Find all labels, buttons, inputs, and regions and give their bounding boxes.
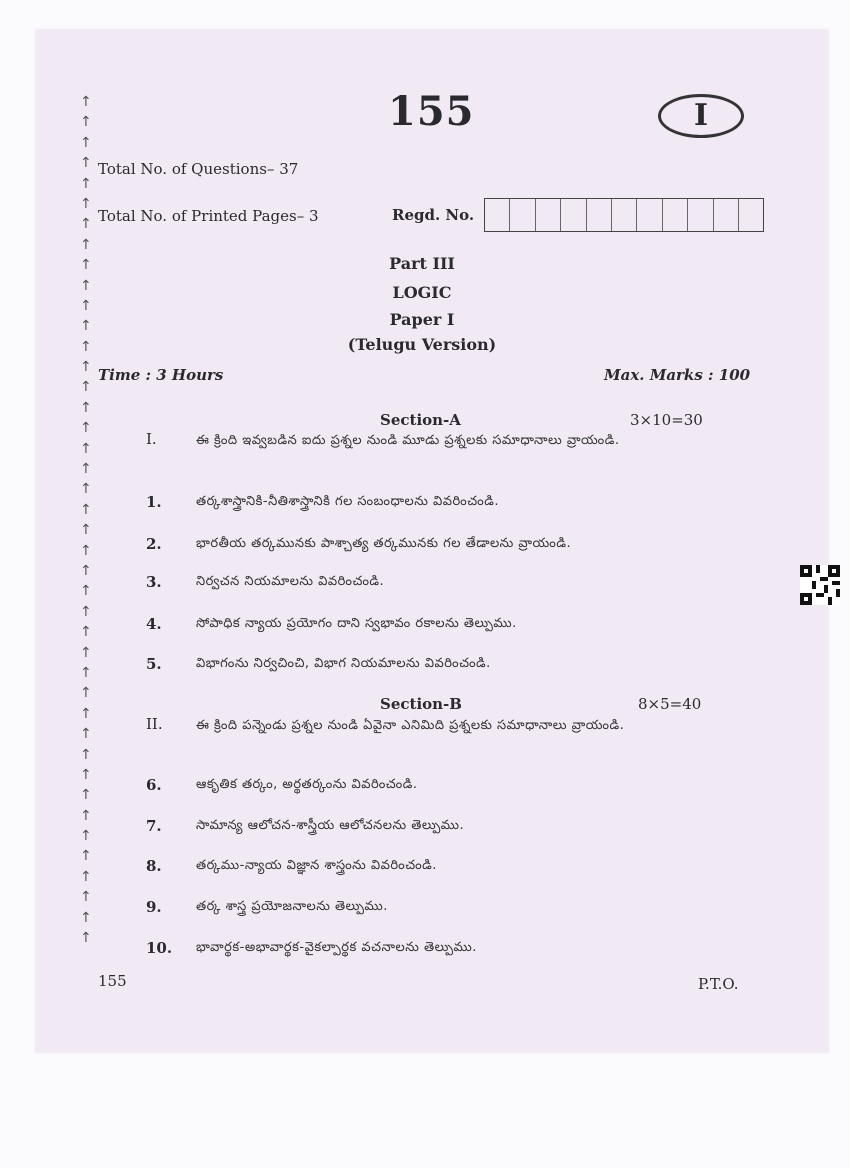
footer-code: 155 xyxy=(98,972,127,990)
arrow-up-icon: ↑ xyxy=(80,195,92,212)
section-a-roman: I. xyxy=(146,430,157,448)
arrow-up-icon: ↑ xyxy=(80,562,92,579)
question-text: నిర్వచన నియమాలను వివరించండి. xyxy=(196,574,385,589)
arrow-up-icon: ↑ xyxy=(80,624,92,641)
arrow-up-icon: ↑ xyxy=(80,685,92,702)
question-text: తర్కము-న్యాయ విజ్ఞాన శాస్త్రంను వివరించండి. xyxy=(196,858,437,873)
arrow-up-icon: ↑ xyxy=(80,644,92,661)
question-text: ఆకృతిక తర్కం, అర్థతర్కంను వివరించండి. xyxy=(196,777,418,792)
arrow-up-icon: ↑ xyxy=(80,399,92,416)
regd-no-label: Regd. No. xyxy=(392,206,475,224)
arrow-up-icon: ↑ xyxy=(80,134,92,151)
question-text: విభాగంను నిర్వచించి, విభాగ నియమాలను వివరించండి. xyxy=(196,656,491,671)
question-text: భావార్థక-అభావార్థక-వైకల్పార్థక వచనాలను తెల్పుము. xyxy=(196,940,477,955)
arrow-up-icon: ↑ xyxy=(80,501,92,518)
arrow-up-icon: ↑ xyxy=(80,868,92,885)
question-number: 1. xyxy=(146,493,162,511)
regd-box[interactable] xyxy=(663,199,688,231)
regd-box[interactable] xyxy=(561,199,586,231)
paper-code: 155 xyxy=(388,88,475,135)
question-number: 3. xyxy=(146,573,162,591)
arrow-up-icon: ↑ xyxy=(80,930,92,947)
arrow-up-icon: ↑ xyxy=(80,542,92,559)
regd-box[interactable] xyxy=(714,199,739,231)
regd-box[interactable] xyxy=(485,199,510,231)
footer-pto: P.T.O. xyxy=(698,975,739,993)
regd-box[interactable] xyxy=(536,199,561,231)
question-number: 7. xyxy=(146,817,162,835)
arrow-up-icon: ↑ xyxy=(80,318,92,335)
arrow-up-icon: ↑ xyxy=(80,297,92,314)
regd-box[interactable] xyxy=(739,199,763,231)
series-badge: I xyxy=(658,94,744,138)
total-questions: Total No. of Questions– 37 xyxy=(98,160,299,178)
question-text: తర్కశాస్త్రానికి-నీతిశాస్త్రానికి గల సంబంధాలను వివరించండి. xyxy=(196,494,499,509)
section-a-marks: 3×10=30 xyxy=(630,411,703,429)
arrow-up-icon: ↑ xyxy=(80,909,92,926)
arrow-up-icon: ↑ xyxy=(80,338,92,355)
arrow-up-icon: ↑ xyxy=(80,440,92,457)
regd-box[interactable] xyxy=(637,199,662,231)
arrow-up-icon: ↑ xyxy=(80,257,92,274)
question-number: 5. xyxy=(146,655,162,673)
arrow-up-icon: ↑ xyxy=(80,807,92,824)
arrow-up-icon: ↑ xyxy=(80,420,92,437)
arrow-up-icon: ↑ xyxy=(80,705,92,722)
max-marks: Max. Marks : 100 xyxy=(604,366,751,384)
arrow-up-icon: ↑ xyxy=(80,583,92,600)
section-b-marks: 8×5=40 xyxy=(638,695,702,713)
question-number: 9. xyxy=(146,898,162,916)
regd-no-boxes[interactable] xyxy=(484,198,764,232)
qr-code-icon xyxy=(800,565,840,605)
arrow-up-icon: ↑ xyxy=(80,114,92,131)
regd-box[interactable] xyxy=(612,199,637,231)
section-b-title: Section-B xyxy=(380,695,462,713)
paper-number: Paper I xyxy=(389,310,455,329)
regd-box[interactable] xyxy=(688,199,713,231)
arrow-up-icon: ↑ xyxy=(80,664,92,681)
arrow-up-icon: ↑ xyxy=(80,359,92,376)
arrow-up-icon: ↑ xyxy=(80,481,92,498)
section-a-title: Section-A xyxy=(380,411,461,429)
arrow-up-icon: ↑ xyxy=(80,726,92,743)
question-number: 4. xyxy=(146,615,162,633)
question-number: 8. xyxy=(146,857,162,875)
time-allowed: Time : 3 Hours xyxy=(98,366,224,384)
regd-box[interactable] xyxy=(510,199,535,231)
total-pages: Total No. of Printed Pages– 3 xyxy=(98,207,319,225)
regd-box[interactable] xyxy=(587,199,612,231)
arrow-up-icon: ↑ xyxy=(80,277,92,294)
arrow-up-icon: ↑ xyxy=(80,848,92,865)
question-number: 10. xyxy=(146,939,173,957)
question-text: సోపాధిక న్యాయ ప్రయోగం దాని స్వభావం రకాలను తెల్పుము. xyxy=(196,616,517,631)
question-number: 6. xyxy=(146,776,162,794)
question-text: సామాన్య ఆలోచన-శాస్త్రీయ ఆలోచనలను తెల్పుము. xyxy=(196,818,465,833)
arrow-up-icon: ↑ xyxy=(80,787,92,804)
arrow-up-icon: ↑ xyxy=(80,216,92,233)
arrow-up-icon: ↑ xyxy=(80,746,92,763)
arrow-up-icon: ↑ xyxy=(80,461,92,478)
arrow-up-icon: ↑ xyxy=(80,175,92,192)
section-a-instruction: ఈ క్రింది ఇవ్వబడిన ఐదు ప్రశ్నల నుండి మూడు ప్రశ్నలకు సమాధానాలు వ్రాయండి. xyxy=(196,433,620,448)
question-number: 2. xyxy=(146,535,162,553)
subject-label: LOGIC xyxy=(392,283,452,302)
arrow-up-icon: ↑ xyxy=(80,155,92,172)
question-text: తర్క శాస్త్ర ప్రయోజనాలను తెల్పుము. xyxy=(196,899,388,914)
section-b-instruction: ఈ క్రింది పన్నెండు ప్రశ్నల నుండి ఏవైనా ఎనిమిది ప్రశ్నలకు సమాధానాలు వ్రాయండి. xyxy=(196,718,625,733)
arrow-up-icon: ↑ xyxy=(80,522,92,539)
part-label: Part III xyxy=(389,254,455,273)
question-text: భారతీయ తర్కమునకు పాశ్చాత్య తర్కమునకు గల తేడాలను వ్రాయండి. xyxy=(196,536,572,551)
arrow-up-icon: ↑ xyxy=(80,94,92,110)
arrow-up-icon: ↑ xyxy=(80,379,92,396)
margin-arrows xyxy=(80,92,98,948)
arrow-up-icon: ↑ xyxy=(80,766,92,783)
arrow-up-icon: ↑ xyxy=(80,236,92,253)
arrow-up-icon: ↑ xyxy=(80,828,92,845)
section-b-roman: II. xyxy=(146,715,163,733)
arrow-up-icon: ↑ xyxy=(80,889,92,906)
arrow-up-icon: ↑ xyxy=(80,603,92,620)
version-label: (Telugu Version) xyxy=(347,335,497,354)
